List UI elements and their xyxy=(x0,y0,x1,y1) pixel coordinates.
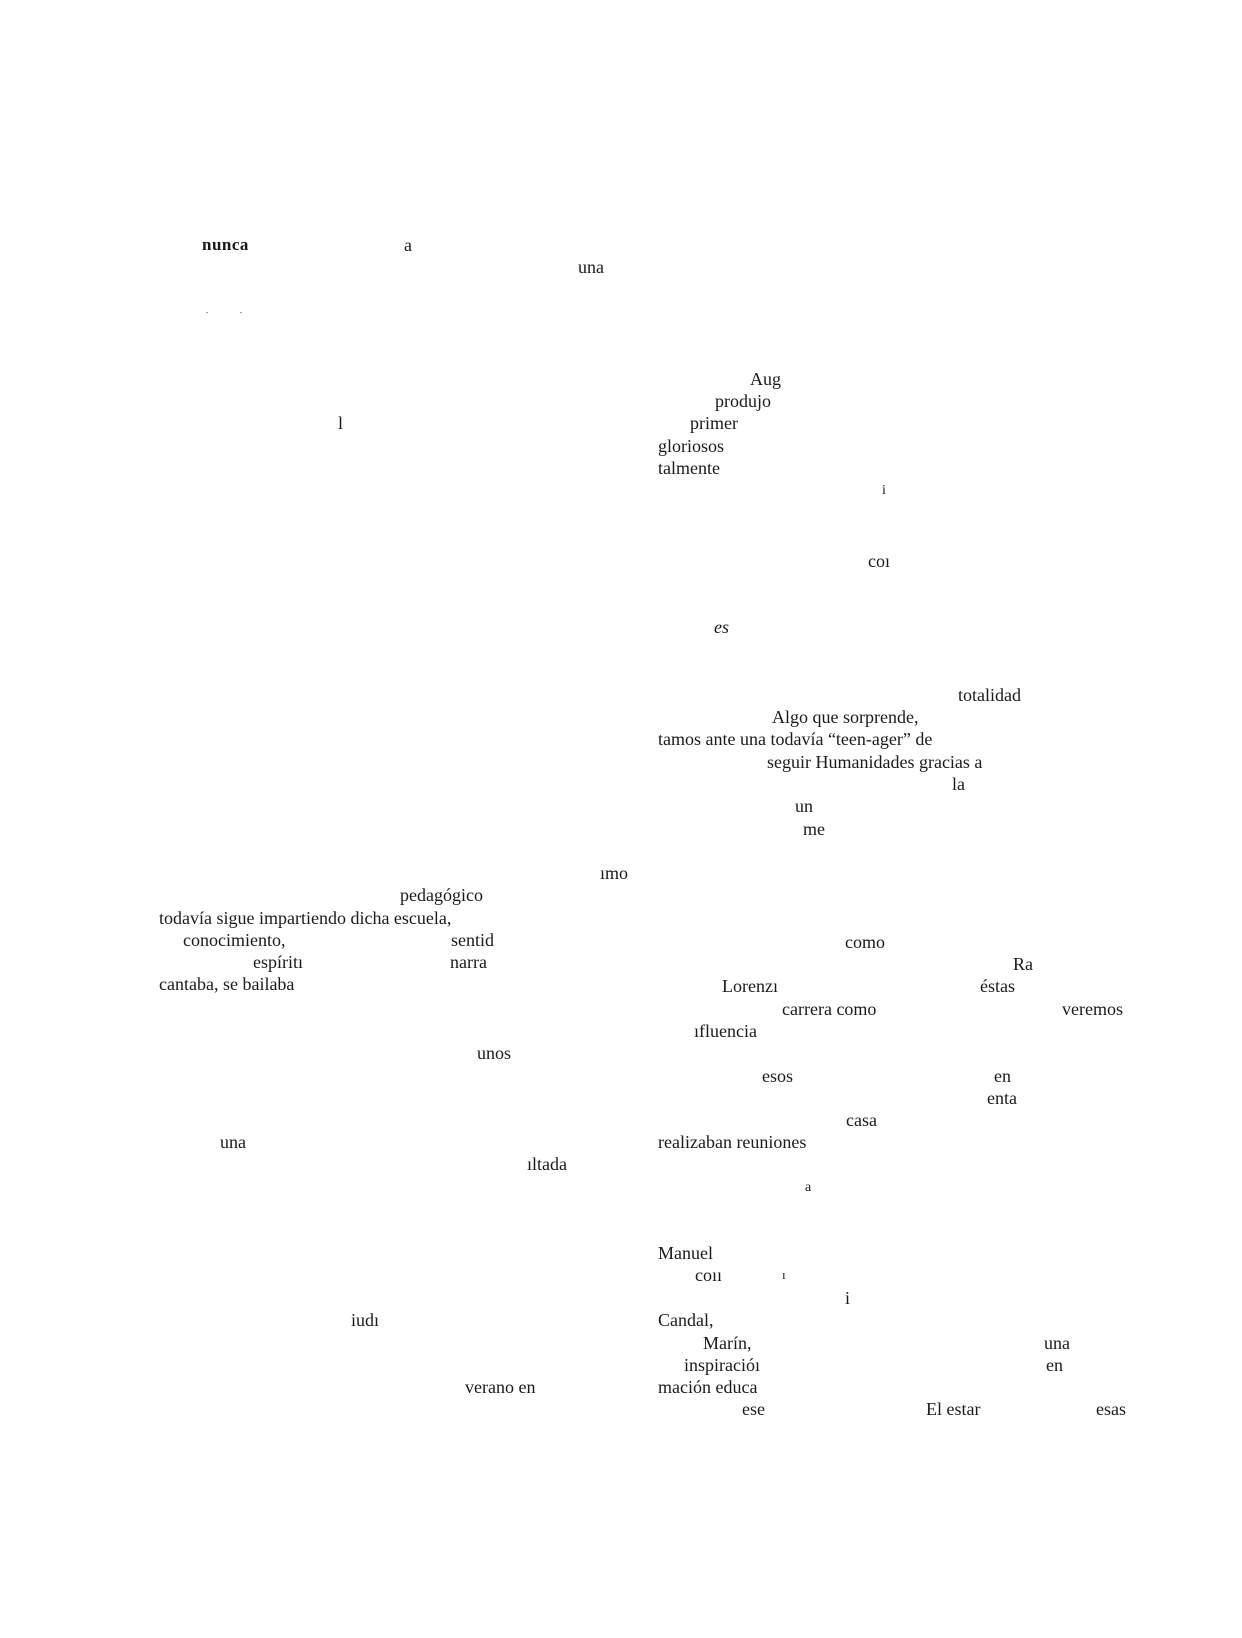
text-fragment: i xyxy=(882,483,886,498)
text-fragment: me xyxy=(803,819,825,839)
text-fragment: Lorenzı xyxy=(722,976,778,996)
text-fragment: éstas xyxy=(980,976,1015,996)
text-fragment: ı xyxy=(782,1267,786,1282)
text-fragment: Marín, xyxy=(703,1333,752,1353)
text-fragment: es xyxy=(714,617,729,637)
text-fragment: en xyxy=(1046,1355,1063,1375)
text-fragment: a xyxy=(404,235,412,255)
text-fragment: a xyxy=(805,1180,812,1195)
text-fragment: conocimiento, xyxy=(183,930,286,950)
text-fragment: en xyxy=(994,1066,1011,1086)
text-fragment: veremos xyxy=(1062,999,1123,1019)
text-fragment: El estar xyxy=(926,1399,981,1419)
text-fragment: ımo xyxy=(600,863,629,883)
text-fragment: primer xyxy=(690,413,738,433)
text-fragment: cantaba, se bailaba xyxy=(159,974,295,994)
text-fragment: esas xyxy=(1096,1399,1126,1419)
text-fragment: l xyxy=(338,413,344,433)
text-fragment: pedagógico xyxy=(400,885,483,905)
text-fragment: seguir Humanidades gracias a xyxy=(767,752,983,772)
text-fragment: ese xyxy=(742,1399,765,1419)
text-fragment: todavía sigue impartiendo dicha escuela, xyxy=(159,908,452,928)
text-fragment: la xyxy=(952,774,965,794)
text-fragment: Ra xyxy=(1013,954,1033,974)
text-fragment: una xyxy=(578,257,604,277)
text-fragment: iudı xyxy=(351,1310,380,1330)
text-fragment: coı xyxy=(868,551,890,571)
text-fragment: enta xyxy=(987,1088,1017,1108)
text-fragment: casa xyxy=(846,1110,877,1130)
text-fragment: una xyxy=(220,1132,246,1152)
text-fragment: talmente xyxy=(658,458,720,478)
text-fragment: unos xyxy=(477,1043,512,1063)
text-fragment: carrera como xyxy=(782,999,877,1019)
scan-speck xyxy=(240,312,242,313)
text-fragment: coıı xyxy=(695,1265,722,1285)
text-fragment: mación educa xyxy=(658,1377,758,1397)
text-fragment: i xyxy=(845,1288,851,1308)
text-fragment: sentid xyxy=(451,930,494,950)
text-fragment: Candal, xyxy=(658,1310,714,1330)
text-fragment: Manuel xyxy=(658,1243,713,1263)
text-fragment: ıfluencia xyxy=(694,1021,757,1041)
text-fragment: inspiracióı xyxy=(684,1355,760,1375)
text-fragment: realizaban reuniones xyxy=(658,1132,807,1152)
text-fragment: gloriosos xyxy=(658,436,725,456)
text-fragment: espíritı xyxy=(253,952,303,972)
text-fragment: totalidad xyxy=(958,685,1021,705)
text-fragment: nunca xyxy=(202,235,249,254)
scan-speck xyxy=(206,312,208,313)
text-fragment: ıltada xyxy=(527,1154,567,1174)
text-fragment: un xyxy=(795,796,813,816)
text-fragment: Aug xyxy=(750,369,781,389)
text-fragment: verano en xyxy=(465,1377,536,1397)
text-fragment: produjo xyxy=(715,391,771,411)
text-fragment: como xyxy=(845,932,885,952)
text-fragment: narra xyxy=(450,952,487,972)
text-fragment: tamos ante una todavía “teen-ager” de xyxy=(658,729,933,749)
text-fragment: una xyxy=(1044,1333,1070,1353)
text-fragment: Algo que sorprende, xyxy=(772,707,919,727)
text-fragment: esos xyxy=(762,1066,793,1086)
